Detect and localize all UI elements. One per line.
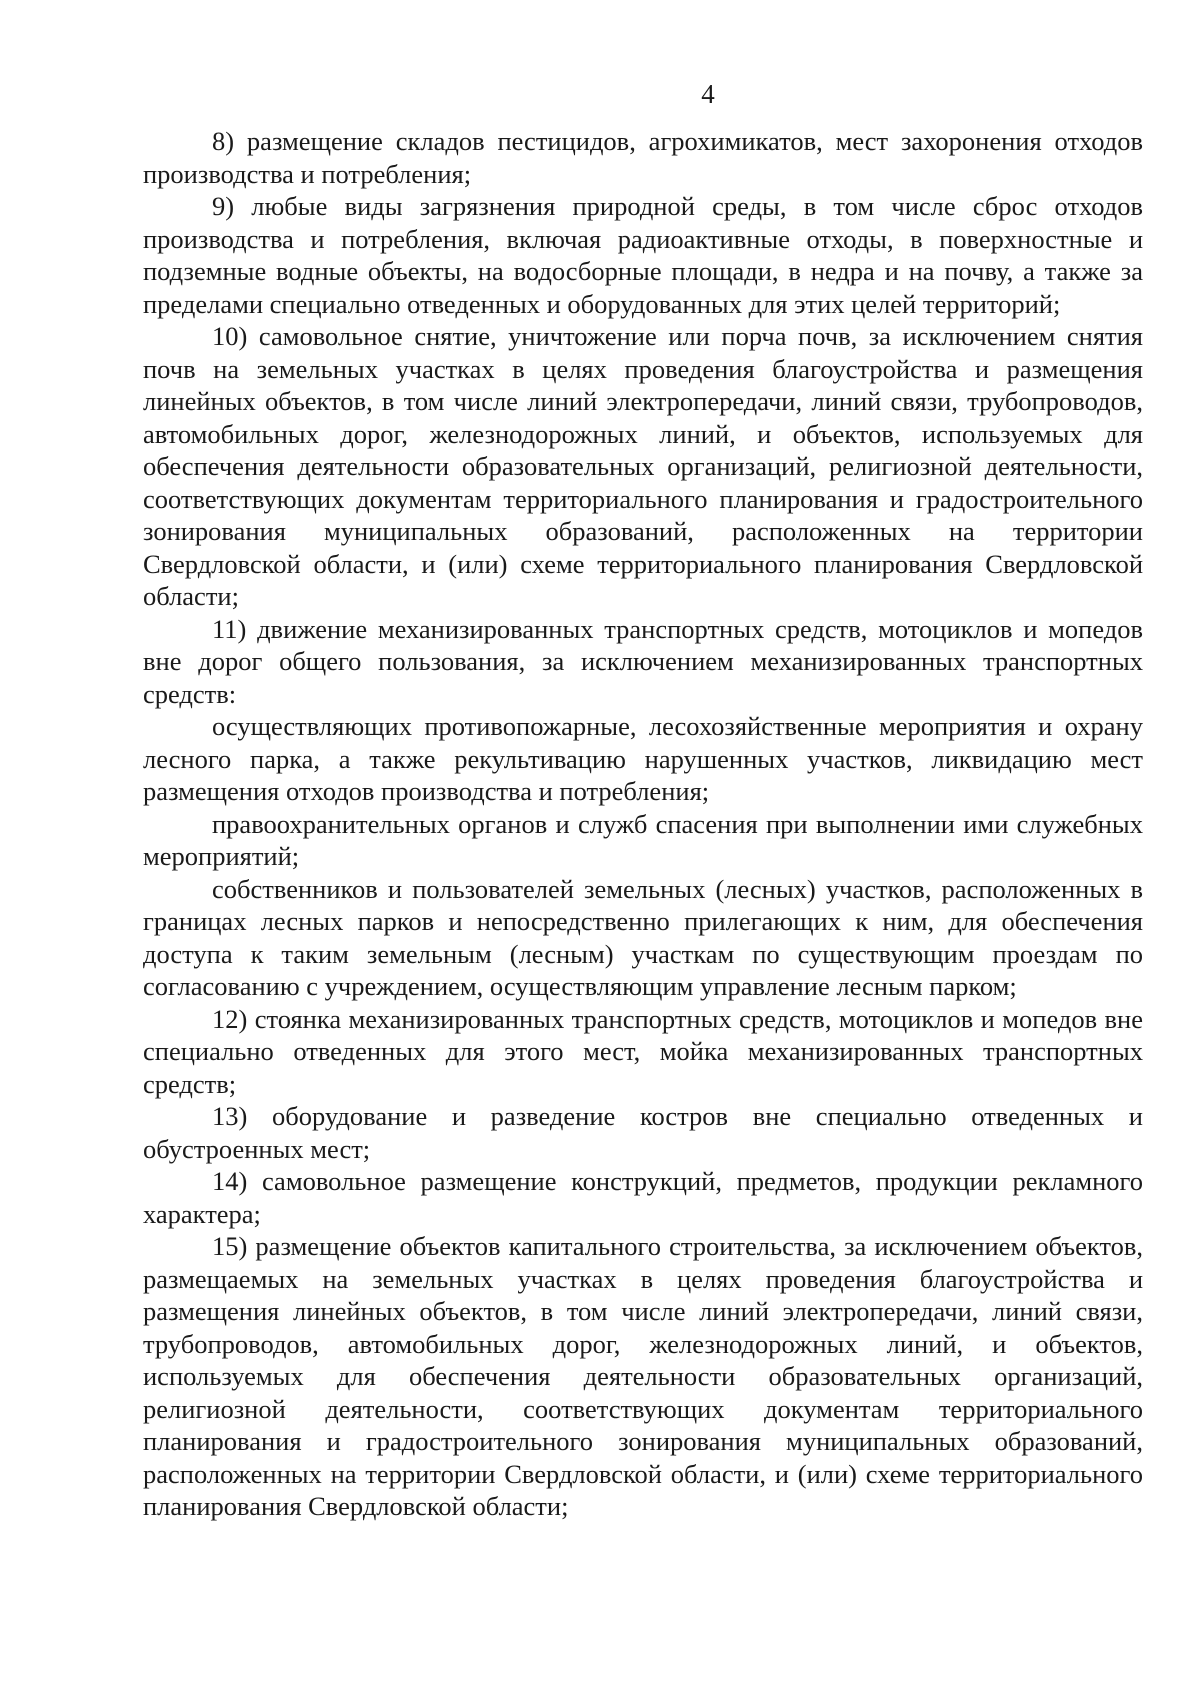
paragraph-item-9: 9) любые виды загрязнения природной среды, в том числе сброс отходов производства и потребления, включая радиоактивные отходы, в поверхностные и подземные водные объекты, на водосборные площади, в недра и на почву, а также за пределами специально отведенных и оборудованных для этих целей территорий; xyxy=(143,191,1143,319)
paragraph-item-13: 13) оборудование и разведение костров вне специально отведенных и обустроенных мест; xyxy=(143,1101,1143,1164)
paragraph-subitem-law-enforcement: правоохранительных органов и служб спасения при выполнении ими служебных мероприятий; xyxy=(143,808,1143,871)
paragraph-subitem-fire: осуществляющих противопожарные, лесохозяйственные мероприятия и охрану лесного парка, а также рекультивацию нарушенных участков, ликвидацию мест размещения отходов производства и потребления; xyxy=(143,711,1143,806)
document-page xyxy=(143,78,1143,1523)
paragraph-item-15: 15) размещение объектов капитального строительства, за исключением объектов, размещаемых на земельных участках в целях проведения благоустройства и размещения линейных объектов, в том числе линий электропередачи, линий связи, трубопроводов, автомобильных дорог, железнодорожных линий, и объектов, используемых для обеспечения деятельности образовательных организаций, религиозной деятельности, соответствующих документам территориального планирования и градостроительного зонирования муниципальных образований, расположенных на территории Свердловской области, и (или) схеме территориального планирования Свердловской области; xyxy=(143,1231,1143,1521)
page-number: 4 xyxy=(701,79,715,109)
paragraph-subitem-owners: собственников и пользователей земельных (лесных) участков, расположенных в границах лесных парков и непосредственно прилегающих к ним, для обеспечения доступа к таким земельным (лесным) участкам по существующим проездам по согласованию с учреждением, осуществляющим управление лесным парком; xyxy=(143,873,1143,1001)
paragraph-item-11: 11) движение механизированных транспортных средств, мотоциклов и мопедов вне дорог общего пользования, за исключением механизированных транспортных средств: xyxy=(143,613,1143,709)
paragraph-item-10: 10) самовольное снятие, уничтожение или порча почв, за исключением снятия почв на земельных участках в целях проведения благоустройства и размещения линейных объектов, в том числе линий электропередачи, линий связи, трубопроводов, автомобильных дорог, железнодорожных линий, и объектов, используемых для обеспечения деятельности образовательных организаций, религиозной деятельности, соответствующих документам территориального планирования и градостроительного зонирования муниципальных образований, расположенных на территории Свердловской области, и (или) схеме территориального планирования Свердловской области; xyxy=(143,321,1143,611)
paragraph-item-8: 8) размещение складов пестицидов, агрохимикатов, мест захоронения отходов производства и потребления; xyxy=(143,126,1143,189)
paragraph-item-12: 12) стоянка механизированных транспортных средств, мотоциклов и мопедов вне специально отведенных для этого мест, мойка механизированных транспортных средств; xyxy=(143,1003,1143,1099)
paragraph-item-14: 14) самовольное размещение конструкций, предметов, продукции рекламного характера; xyxy=(143,1166,1143,1229)
